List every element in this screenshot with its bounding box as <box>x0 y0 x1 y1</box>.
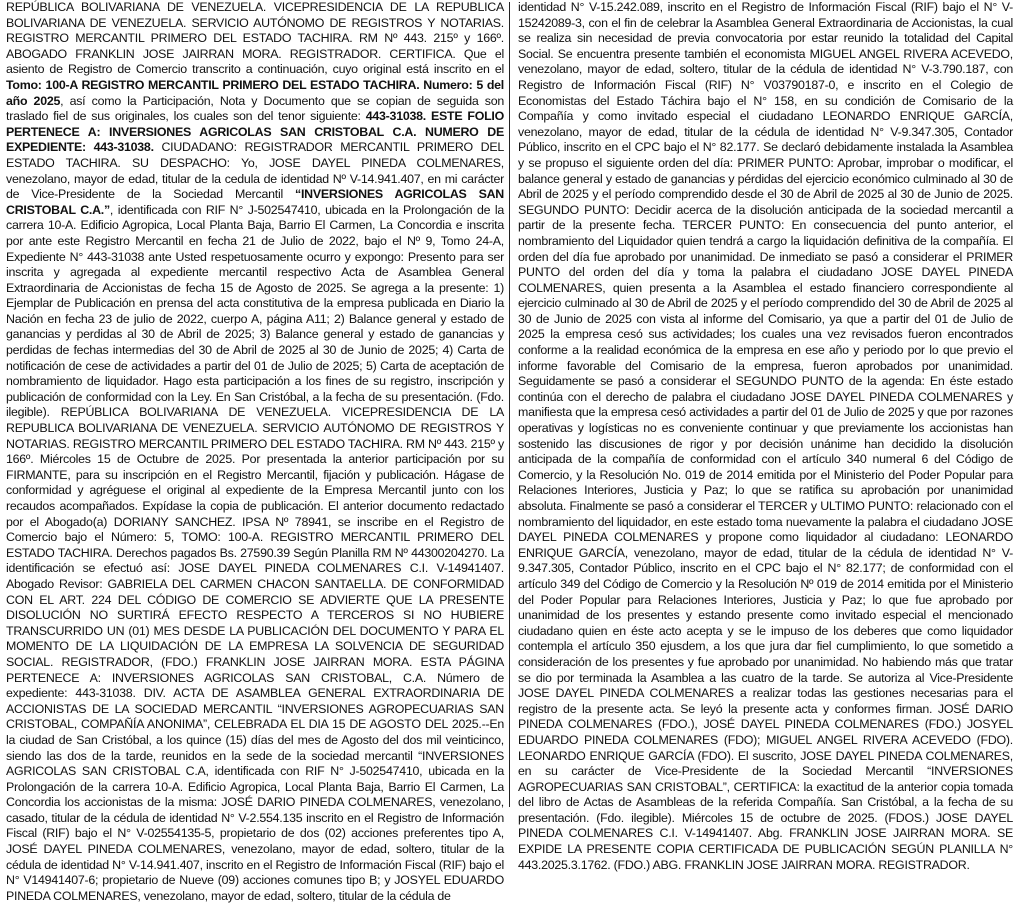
left-column-text-segment: 443-31038. ESTE FOLIO PERTENECE A: INVERSIONES AGRICOLAS SAN CRISTOBAL C.A. NUMERO DE EXPEDIENTE: 443-31038. <box>6 109 504 155</box>
left-column-text-segment: “INVERSIONES AGRICOLAS SAN CRISTOBAL C.A.” <box>6 187 504 217</box>
left-column-text-segment: Tomo: 100-A REGISTRO MERCANTIL PRIMERO DEL ESTADO TACHIRA. Numero: 5 del año 2025 <box>6 77 504 108</box>
left-column-text-segment: REPÚBLICA BOLIVARIANA DE VENEZUELA. VICEPRESIDENCIA DE LA REPUBLICA BOLIVARIANA DE VENEZUELA. SERVICIO AUTÓNOMO DE REGISTROS Y NOTARIAS. REGISTRO MERCANTIL PRIMERO DEL ESTADO TACHIRA. RM Nº 443. 215º y 166º. ABOGADO FRANKLIN JOSE JAIRRAN MORA. REGISTRADOR. CERTIFICA. Que el asiento de Registro de Comercio transcrito a continuación, cuyo original está inscrito en el <box>6 0 504 77</box>
column-divider <box>509 2 510 807</box>
right-column-text-segment: identidad N° V-15.242.089, inscrito en el Registro de Información Fiscal (RIF) bajo el N° V-15242089-3, con el fin de celebrar la Asamblea General Extraordinaria de Accionistas, la cual se realiza sin necesidad de previa convocatoria por estar reunido la totalidad del Capital Social. Se encuentra presente también el economista MIGUEL ANGEL RIVERA ACEVEDO, venezolano, mayor de edad, soltero, titular de la cédula de identidad N° V-3.790.187, con Registro de Información Fiscal (RIF) N° V03790187-0, e inscrito en el Colegio de Economistas del Estado Táchira bajo el N° 158, en su condición de Comisario de la Compañía y como invitado especial el ciudadano LEONARDO ENRIQUE GARCÍA, venezolano, mayor de edad, titular de la cédula de identidad N° V-9.347.305, Contador Público, inscrito en el CPC bajo el N° 82.177. Se declaró debidamente instalada la Asamblea y se propuso el siguiente orden del día: PRIMER PUNTO: Aprobar, improbar o modificar, el balance general y estado de ganancias y pérdidas del ejercicio económico culminado al 30 de Abril de 2025 y el período comprendido desde el 30 de Abril de 2025 al 30 de Junio de 2025. SEGUNDO PUNTO: Decidir acerca de la disolución anticipada de la sociedad mercantil a partir de la presente fecha. TERCER PUNTO: En consecuencia del punto anterior, el nombramiento del Liquidador quien tendrá a cargo la liquidación definitiva de la compañía. El orden del día fue aprobado por unanimidad. De inmediato se pasó a considerar el PRIMER PUNTO del orden del día y toma la palabra el ciudadano JOSE DAYEL PINEDA COLMENARES, quien presenta a la Asamblea el estado financiero correspondiente al ejercicio culminado al 30 de Abril de 2025 y el período comprendido del 30 de Abril de 2025 al 30 de Junio de 2025 con vista al informe del Comisario, ya que a partir del 01 de Julio de 2025 la empresa cesó sus actividades; los cuales una vez revisados fueron encontrados conforme a la realidad económica de la empresa en ese año y periodo por lo que previo el informe favorable del Comisario de la empresa, fueron aprobados por unanimidad. Seguidamente se pasó a considerar el SEGUNDO PUNTO de la agenda: En éste estado continúa con el derecho de palabra el ciudadano JOSE DAYEL PINEDA COLMENARES y manifiesta que la empresa cesó actividades a partir del 01 de Julio de 2025 y que por razones operativas y logísticas no es conveniente continuar y que previamente los accionistas han sostenido las discusiones de rigor y por decisión unánime han decidido la disolución anticipada de la compañía de conformidad con el artículo 340 numeral 6 del Código de Comercio, y la Resolución No. 019 de 2014 emitida por el Ministerio del Poder Popular para Relaciones Interiores, Justicia y Paz; lo que se ratifica su aprobación por unanimidad absoluta. Finalmente se pasó a considerar el TERCER y ULTIMO PUNTO: relacionado con el nombramiento del liquidador, en este estado toma nuevamente la palabra el ciudadano JOSE DAYEL PINEDA COLMENARES y propone como liquidador al ciudadano: LEONARDO ENRIQUE GARCÍA, venezolano, mayor de edad, titular de la cédula de identidad N° V-9.347.305, Contador Público, inscrito en el CPC bajo el N° 82.177; de conformidad con el artículo 349 del Código de Comercio y la Resolución Nº 019 de 2014 emitida por el Ministerio del Poder Popular para Relaciones Interiores, Justicia y Paz; lo que fue aprobado por unanimidad de los presentes y estando presente como invitado especial el mencionado ciudadano quien en éste acto acepta y se le impuso de los deberes que como liquidador contempla el artículo 350 ejusdem, a los que jura dar fiel cumplimiento, lo que sometido a consideración de los presentes y fue aprobado por unanimidad. No habiendo más que tratar se dio por terminada la Asamblea a las cuatro de la tarde. Se autoriza al Vice-Presidente JOSE DAYEL PINEDA COLMENARES a realizar todas las gestiones necesarias para el registro de la presente acta. Se leyó la presente acta y conformes firman. JOSÉ DARIO PINEDA COLMENARES (FDO.), JOSÉ DAYEL PINEDA COLMENARES (FDO.) JOSYEL EDUARDO PINEDA COLMENARES (FDO); MIGUEL ANGEL RIVERA ACEVEDO (FDO). LEONARDO ENRIQUE GARCÍA (FDO). El suscrito, JOSE DAYEL PINEDA COLMENARES, en su carácter de Vice-Presidente de la Sociedad Mercantil “INVERSIONES AGROPECUARIAS SAN CRISTOBAL”, CERTIFICA: la exactitud de la anterior copia tomada del libro de Actas de Asambleas de la referida Compañía. San Cristóbal, a la fecha de su presentación. (Fdo. ilegible). Miércoles 15 de octubre de 2025. (FDOS.) JOSE DAYEL PINEDA COLMENARES C.I. V-14941407. Abg. FRANKLIN JOSE JAIRRAN MORA. SE EXPIDE LA PRESENTE COPIA CERTIFICADA DE PUBLICACIÓN SEGÚN PLANILLA N° 443.2025.3.1762. (FDO.) ABG. FRANKLIN JOSE JAIRRAN MORA. REGISTRADOR. <box>518 0 1013 872</box>
left-column-text-segment: CIUDADANO: REGISTRADOR MERCANTIL PRIMERO DEL ESTADO TACHIRA. SU DESPACHO: Yo, JOSE DAYEL PINEDA COLMENARES, venezolano, mayor de edad, titular de la cedula de identidad Nº V-14.941.407, en mi carácter de Vice-Presidente de la Sociedad Mercantil <box>6 140 504 202</box>
left-column-text-segment: , identificada con RIF N° J-502547410, ubicada en la Prolongación de la carrera 10-A. Edificio Agropica, Local Planta Baja, Barrio El Carmen, La Concordia e inscrita por ante este Registro Mercantil en fecha 21 de Julio de 2022, bajo el Nº 9, Tomo 24-A, Expediente N° 443-31038 ante Usted respetuosamente ocurro y expongo: Presento para ser inscrita y agregada al expediente mercantil respectivo Acta de Asamblea General Extraordinaria de Accionistas de fecha 15 de Agosto de 2025. Se agrega a la presente: 1) Ejemplar de Publicación en prensa del acta constitutiva de la empresa publicada en Diario la Nación en fecha 23 de julio de 2022, cuerpo A, página A11; 2) Balance general y estado de ganancias y perdidas al 30 de Abril de 2025; 3) Balance general y estado de ganancias y perdidas de fechas intermedias del 30 de Abril de 2025 al 30 de Junio de 2025; 4) Carta de notificación de cese de actividades a partir del 01 de Julio de 2025; 5) Carta de aceptación de nombramiento de liquidador. Hago esta participación a los fines de su registro, inscripción y publicación de conformidad con la Ley. En San Cristóbal, a la fecha de su presentación. (Fdo. ilegible). REPÚBLICA BOLIVARIANA DE VENEZUELA. VICEPRESIDENCIA DE LA REPUBLICA BOLIVARIANA DE VENEZUELA. SERVICIO AUTÓNOMO DE REGISTROS Y NOTARIAS. REGISTRO MERCANTIL PRIMERO DEL ESTADO TACHIRA. RM Nº 443. 215º y 166º. Miércoles 15 de Octubre de 2025. Por presentada la anterior participación por su FIRMANTE, para su inscripción en el Registro Mercantil, fijación y publicación. Hágase de conformidad y agréguese el original al expediente de la Empresa Mercantil junto con los recaudos acompañados. Expídase la copia de publicación. El anterior documento redactado por el Abogado(a) DORIANY SANCHEZ. IPSA Nº 78941, se inscribe en el Registro de Comercio bajo el Número: 5, TOMO: 100-A. REGISTRO MERCANTIL PRIMERO DEL ESTADO TACHIRA. Derechos pagados Bs. 27590.39 Según Planilla RM Nº 44300204270. La identificación se efectuó así: JOSE DAYEL PINEDA COLMENARES C.I. V-14941407. Abogado Revisor: GABRIELA DEL CARMEN CHACON SANTAELLA. DE CONFORMIDAD CON EL ART. 224 DEL CÓDIGO DE COMERCIO SE ADVIERTE QUE LA PRESENTE DISOLUCIÓN NO SURTIRÁ EFECTO RESPECTO A TERCEROS SI NO HUBIERE TRANSCURRIDO UN (01) MES DESDE LA PUBLICACIÓN DEL DOCUMENTO Y PARA EL MOMENTO DE LA LIQUIDACIÓN DE LA EMPRESA LA SOLVENCIA DE SEGURIDAD SOCIAL. REGISTRADOR, (FDO.) FRANKLIN JOSE JAIRRAN MORA. ESTA PÁGINA PERTENECE A: INVERSIONES AGRICOLAS SAN CRISTOBAL, C.A. Número de expediente: 443-31038. DIV. ACTA DE ASAMBLEA GENERAL EXTRAORDINARIA DE ACCIONISTAS DE LA SOCIEDAD MERCANTIL “INVERSIONES AGROPECUARIAS SAN CRISTOBAL, COMPAÑÍA ANONIMA”, CELEBRADA EL DIA 15 DE AGOSTO DEL 2025.--En la ciudad de San Cristóbal, a los quince (15) días del mes de Agosto del dos mil veinticinco, siendo las dos de la tarde, reunidos en la sede de la sociedad mercantil “INVERSIONES AGRICOLAS SAN CRISTOBAL C.A, identificada con RIF N° J-502547410, ubicada en la Prolongación de la carrera 10-A. Edificio Agropica, Local Planta Baja, Barrio El Carmen, La Concordia los accionistas de la misma: JOSÉ DARIO PINEDA COLMENARES, venezolano, casado, titular de la cédula de identidad N° V-2.554.135 inscrito en el Registro de Información Fiscal (RIF) bajo el N° V-02554135-5, propietario de dos (02) acciones preferentes tipo A, JOSÉ DAYEL PINEDA COLMENARES, venezolano, mayor de edad, soltero, titular de la cédula de identidad N° V-14.941.407, inscrito en el Registro de Información Fiscal (RIF) bajo el N° V14941407-6; propietario de Nueve (09) acciones comunes tipo B; y JOSYEL EDUARDO PINEDA COLMENARES, venezolano, mayor de edad, soltero, titular de la cédula de <box>6 202 504 903</box>
left-column-text-segment: , así como la Participación, Nota y Documento que se copian de seguida son traslado fiel de sus originales, los cuales son del tenor siguiente: <box>6 93 504 124</box>
left-text-column <box>0 0 507 903</box>
right-text-column <box>512 0 1017 872</box>
